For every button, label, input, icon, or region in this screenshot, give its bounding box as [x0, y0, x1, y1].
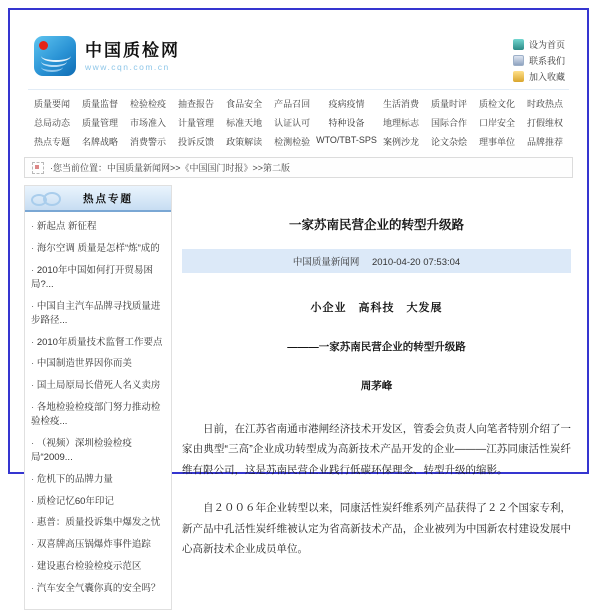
nav-link[interactable]: 计量管理 — [178, 118, 215, 128]
nav-link[interactable]: 品牌推荐 — [526, 137, 563, 147]
page-container — [8, 8, 589, 594]
nav-link[interactable]: 抽查报告 — [178, 99, 215, 109]
content-area — [24, 185, 573, 610]
nav-link[interactable]: WTO/TBT-SPS — [316, 135, 377, 145]
contact-us-link[interactable] — [513, 54, 565, 67]
breadcrumb-text: ·您当前位置：中国质量新闻网>>《中国国门时报》>>第二版 — [50, 163, 291, 173]
nav-link[interactable]: 地理标志 — [382, 118, 419, 128]
sidebar-item[interactable]: · 双喜牌高压锅爆炸事件追踪 — [31, 538, 165, 552]
quick-link-label: 加入收藏 — [528, 72, 565, 82]
site-name: 中国质检网 — [85, 40, 180, 60]
main-navigation — [28, 89, 569, 148]
set-homepage-icon — [513, 39, 524, 50]
article-body — [182, 419, 571, 560]
sidebar-item[interactable]: · 中国制造世界因你而美 — [31, 357, 165, 371]
page-marker-icon — [32, 162, 44, 174]
sidebar-title: 热点专题 — [83, 192, 133, 205]
nav-link[interactable]: 论文杂烩 — [430, 137, 467, 147]
article-datetime: 2010-04-20 07:53:04 — [371, 257, 461, 268]
quick-link-label: 联系我们 — [528, 56, 565, 66]
article-title: 一家苏南民营企业的转型升级路 — [288, 218, 464, 232]
site-url: www.cqn.com.cn — [85, 61, 170, 72]
nav-link[interactable]: 认证认可 — [274, 118, 311, 128]
sidebar-item[interactable]: · 各地检验检疫部门努力推动检验检疫... — [31, 401, 165, 430]
sidebar-item[interactable]: · 新起点 新征程 — [31, 220, 165, 234]
article-author: 周茅峰 — [360, 380, 393, 392]
article-subtitle-2: ———一家苏南民营企业的转型升级路 — [287, 341, 466, 353]
sidebar-header — [25, 186, 171, 212]
nav-link[interactable]: 总局动态 — [34, 118, 71, 128]
add-favorites-link[interactable] — [513, 70, 565, 83]
nav-link[interactable]: 消费警示 — [130, 137, 167, 147]
nav-link[interactable]: 政策解读 — [226, 137, 263, 147]
nav-link[interactable]: 质量要闻 — [34, 99, 71, 109]
clouds-icon — [29, 191, 63, 205]
nav-link[interactable]: 质检文化 — [478, 99, 515, 109]
nav-link[interactable]: 理事单位 — [478, 137, 515, 147]
breadcrumb — [24, 157, 573, 178]
sidebar-item[interactable]: · 2010年质量技术监督工作要点 — [31, 336, 165, 350]
nav-link[interactable]: 质量监督 — [82, 99, 119, 109]
nav-link[interactable]: 名牌战略 — [82, 137, 119, 147]
nav-link[interactable]: 质量时评 — [430, 99, 467, 109]
sidebar-list — [25, 212, 171, 609]
nav-link[interactable]: 疫病疫情 — [328, 99, 365, 109]
sidebar-item[interactable]: · 海尔空调 质量是怎样“炼”成的 — [31, 242, 165, 256]
nav-link[interactable]: 检测检验 — [274, 137, 311, 147]
nav-link[interactable]: 食品安全 — [226, 99, 263, 109]
nav-link[interactable]: 质量管理 — [82, 118, 119, 128]
waves-logo-icon — [34, 36, 76, 76]
quick-links — [513, 38, 565, 83]
sidebar-item[interactable]: · 2010年中国如何打开贸易困局?... — [31, 264, 165, 293]
red-dot-icon — [39, 41, 48, 50]
sidebar-item[interactable]: · 危机下的品牌力量 — [31, 473, 165, 487]
site-logo[interactable] — [34, 36, 180, 76]
sidebar-item[interactable]: · 质检记忆60年印记 — [31, 495, 165, 509]
quick-link-label: 设为首页 — [528, 40, 565, 50]
nav-link[interactable]: 特种设备 — [328, 118, 365, 128]
sidebar-item[interactable]: · 惠普：质量投诉集中爆发之忧 — [31, 516, 165, 530]
article-source: 中国质量新闻网 — [292, 257, 360, 268]
nav-link[interactable]: 检验检疫 — [130, 99, 167, 109]
nav-link[interactable]: 标准天地 — [226, 118, 263, 128]
article-subtitle: 小企业 高科技 大发展 — [310, 302, 443, 314]
nav-link[interactable]: 案例沙龙 — [382, 137, 419, 147]
nav-link[interactable]: 时政热点 — [526, 99, 563, 109]
nav-link[interactable]: 投诉反馈 — [178, 137, 215, 147]
nav-link[interactable]: 国际合作 — [430, 118, 467, 128]
nav-link[interactable]: 生活消费 — [382, 99, 419, 109]
sidebar-item[interactable]: · 汽车安全气囊你真的安全吗？ — [31, 582, 165, 596]
hot-topics-sidebar — [24, 185, 172, 610]
article-paragraph: 自２００６年企业转型以来，同康活性炭纤维系列产品获得了２２个国家专利，新产品中孔活性炭纤维被认定为省高新技术产品，企业被列为中国新农村建设发展中心高新技术企业成员单位。 — [182, 502, 571, 556]
site-header — [10, 10, 587, 87]
sidebar-item[interactable]: · （视频）深圳检验检疫局“2009... — [31, 437, 165, 466]
article-meta-bar — [182, 249, 571, 273]
nav-link[interactable]: 产品召回 — [274, 99, 311, 109]
add-favorites-icon — [513, 71, 524, 82]
sidebar-item[interactable]: · 中国自主汽车品牌寻找质量进步路径... — [31, 300, 165, 329]
contact-us-icon — [513, 55, 524, 66]
article-paragraph: 日前，在江苏省南通市港闸经济技术开发区，管委会负责人向笔者特别介绍了一家由典型“三高”企业成功转型成为高新技术产品开发的企业———江苏同康活性炭纤维有限公司，这是苏南民营企业践行低碳环保理念、转型升级的缩影。 — [182, 423, 571, 476]
nav-link[interactable]: 热点专题 — [34, 137, 71, 147]
nav-link[interactable]: 打假维权 — [526, 118, 563, 128]
sidebar-item[interactable]: · 建设惠台检验检疫示范区 — [31, 560, 165, 574]
sidebar-item[interactable]: · 国土局原局长借死人名义卖房 — [31, 379, 165, 393]
set-homepage-link[interactable] — [513, 38, 565, 51]
nav-link[interactable]: 口岸安全 — [478, 118, 515, 128]
nav-link[interactable]: 市场准入 — [130, 118, 167, 128]
article-panel — [180, 185, 573, 560]
